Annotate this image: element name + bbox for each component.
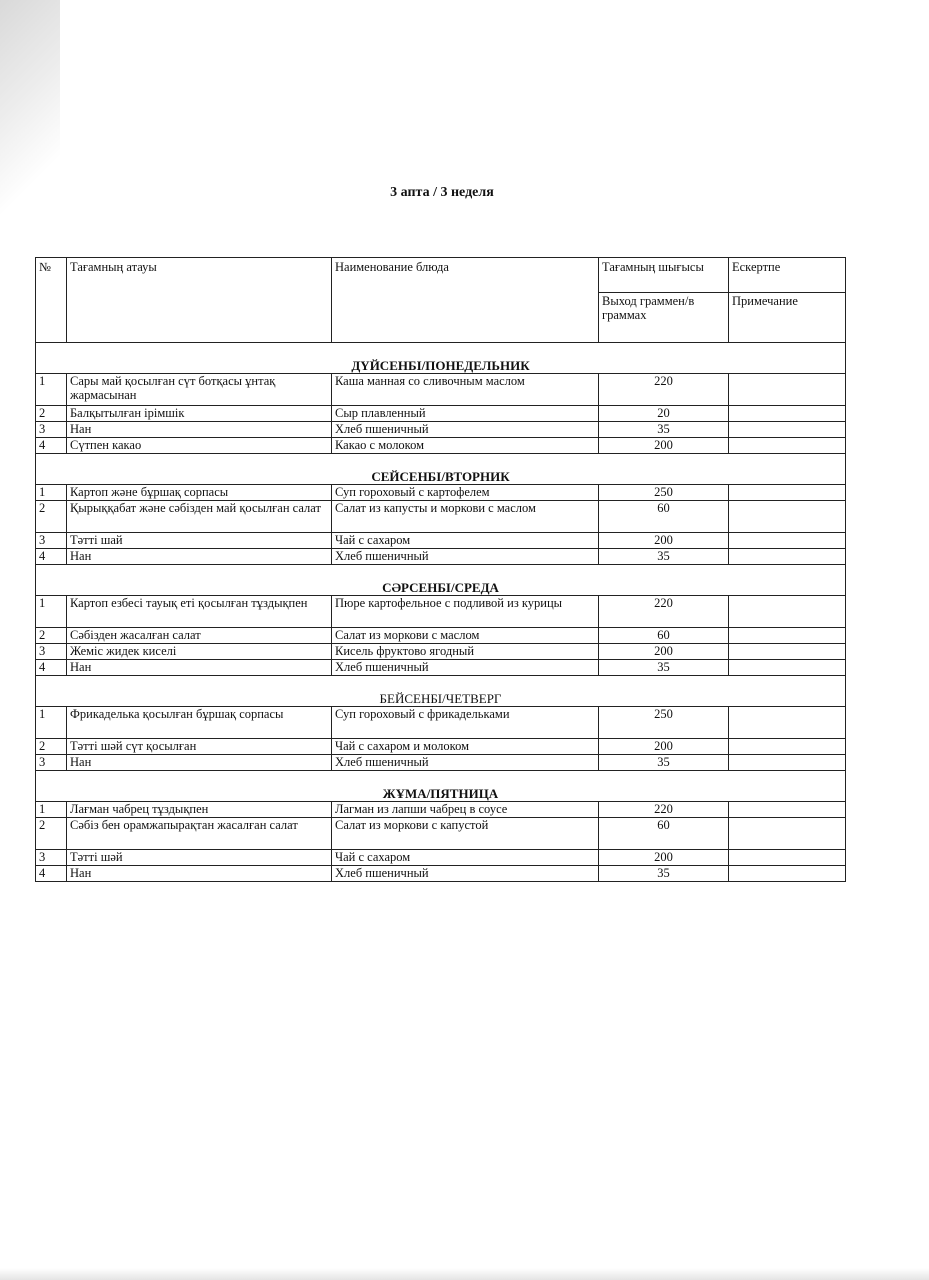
dish-name-kz: Нан: [67, 422, 332, 438]
menu-body: [36, 343, 846, 882]
dish-yield: 35: [599, 755, 729, 771]
dish-row: [36, 660, 846, 676]
dish-name-ru: Хлеб пшеничный: [332, 549, 599, 565]
dish-number: 4: [36, 549, 67, 565]
dish-name-ru: Каша манная со сливочным маслом: [332, 374, 599, 406]
dish-note: [729, 707, 846, 739]
day-label: БЕЙСЕНБІ/ЧЕТВЕРГ: [36, 676, 846, 707]
dish-note: [729, 374, 846, 406]
dish-name-kz: Сүтпен какао: [67, 438, 332, 454]
dish-number: 1: [36, 374, 67, 406]
dish-name-kz: Жеміс жидек киселі: [67, 644, 332, 660]
header-yield-kz: Тағамның шығысы: [599, 258, 729, 293]
scan-shadow-bottom: [0, 1268, 929, 1280]
dish-yield: 35: [599, 422, 729, 438]
dish-name-kz: Балқытылған ірімшік: [67, 406, 332, 422]
dish-yield: 200: [599, 438, 729, 454]
dish-note: [729, 549, 846, 565]
dish-name-kz: Қырыққабат және сәбізден май қосылған салат: [67, 501, 332, 533]
day-header-row: [36, 676, 846, 707]
dish-name-ru: Кисель фруктово ягодный: [332, 644, 599, 660]
dish-name-kz: Тәтті шәй сүт қосылған: [67, 739, 332, 755]
day-header-row: [36, 454, 846, 485]
day-label: ДҮЙСЕНБІ/ПОНЕДЕЛЬНИК: [36, 343, 846, 374]
dish-name-ru: Чай с сахаром и молоком: [332, 739, 599, 755]
dish-yield: 220: [599, 802, 729, 818]
dish-row: [36, 438, 846, 454]
dish-yield: 35: [599, 660, 729, 676]
day-header-row: [36, 565, 846, 596]
dish-row: [36, 485, 846, 501]
dish-number: 2: [36, 818, 67, 850]
dish-row: [36, 644, 846, 660]
dish-name-kz: Нан: [67, 755, 332, 771]
dish-note: [729, 802, 846, 818]
dish-number: 4: [36, 660, 67, 676]
header-yield-ru: Выход граммен/в граммах: [599, 293, 729, 343]
dish-yield: 60: [599, 818, 729, 850]
dish-row: [36, 802, 846, 818]
dish-name-ru: Салат из моркови с капустой: [332, 818, 599, 850]
header-note-ru: Примечание: [729, 293, 846, 343]
dish-name-ru: Хлеб пшеничный: [332, 660, 599, 676]
dish-number: 3: [36, 533, 67, 549]
dish-name-kz: Сәбіз бен орамжапырақтан жасалған салат: [67, 818, 332, 850]
dish-yield: 250: [599, 485, 729, 501]
dish-name-kz: Тәтті шәй: [67, 850, 332, 866]
dish-note: [729, 422, 846, 438]
dish-note: [729, 406, 846, 422]
dish-yield: 200: [599, 739, 729, 755]
dish-yield: 200: [599, 850, 729, 866]
dish-name-ru: Чай с сахаром: [332, 850, 599, 866]
dish-number: 2: [36, 739, 67, 755]
dish-number: 2: [36, 628, 67, 644]
dish-name-kz: Картоп езбесі тауық еті қосылған тұздықпен: [67, 596, 332, 628]
dish-note: [729, 644, 846, 660]
dish-row: [36, 818, 846, 850]
menu-table: [35, 257, 846, 882]
dish-note: [729, 739, 846, 755]
dish-yield: 200: [599, 644, 729, 660]
dish-yield: 200: [599, 533, 729, 549]
dish-row: [36, 850, 846, 866]
dish-name-ru: Какао с молоком: [332, 438, 599, 454]
dish-row: [36, 739, 846, 755]
dish-note: [729, 866, 846, 882]
dish-name-kz: Сәбізден жасалған салат: [67, 628, 332, 644]
dish-row: [36, 707, 846, 739]
dish-number: 3: [36, 755, 67, 771]
dish-note: [729, 533, 846, 549]
dish-name-kz: Лағман чабрец тұздықпен: [67, 802, 332, 818]
dish-yield: 20: [599, 406, 729, 422]
dish-name-kz: Нан: [67, 549, 332, 565]
header-name-kz: Тағамның атауы: [67, 258, 332, 343]
dish-name-ru: Хлеб пшеничный: [332, 866, 599, 882]
dish-row: [36, 406, 846, 422]
dish-name-ru: Суп гороховый с фрикадельками: [332, 707, 599, 739]
day-label: ЖҰМА/ПЯТНИЦА: [36, 771, 846, 802]
header-name-ru: Наименование блюда: [332, 258, 599, 343]
dish-name-ru: Пюре картофельное с подливой из курицы: [332, 596, 599, 628]
dish-name-ru: Суп гороховый с картофелем: [332, 485, 599, 501]
dish-note: [729, 596, 846, 628]
dish-number: 3: [36, 850, 67, 866]
dish-name-kz: Сары май қосылған сүт ботқасы ұнтақ жармасынан: [67, 374, 332, 406]
dish-yield: 60: [599, 501, 729, 533]
dish-number: 4: [36, 866, 67, 882]
dish-yield: 35: [599, 866, 729, 882]
dish-name-ru: Сыр плавленный: [332, 406, 599, 422]
dish-number: 1: [36, 596, 67, 628]
dish-name-ru: Чай с сахаром: [332, 533, 599, 549]
dish-number: 1: [36, 707, 67, 739]
day-header-row: [36, 771, 846, 802]
dish-name-kz: Нан: [67, 866, 332, 882]
dish-number: 1: [36, 802, 67, 818]
dish-note: [729, 438, 846, 454]
dish-number: 3: [36, 422, 67, 438]
dish-row: [36, 533, 846, 549]
dish-yield: 250: [599, 707, 729, 739]
dish-row: [36, 501, 846, 533]
dish-number: 3: [36, 644, 67, 660]
dish-row: [36, 866, 846, 882]
header-row-1: [36, 258, 846, 293]
dish-name-kz: Фрикаделька қосылған бұршақ сорпасы: [67, 707, 332, 739]
dish-name-ru: Салат из моркови с маслом: [332, 628, 599, 644]
dish-yield: 35: [599, 549, 729, 565]
dish-yield: 60: [599, 628, 729, 644]
dish-number: 4: [36, 438, 67, 454]
dish-name-ru: Лагман из лапши чабрец в соусе: [332, 802, 599, 818]
dish-row: [36, 596, 846, 628]
dish-name-ru: Салат из капусты и моркови с маслом: [332, 501, 599, 533]
dish-note: [729, 850, 846, 866]
dish-note: [729, 485, 846, 501]
dish-note: [729, 818, 846, 850]
dish-name-kz: Тәтті шай: [67, 533, 332, 549]
dish-row: [36, 755, 846, 771]
page-title: 3 апта / 3 неделя: [390, 185, 494, 200]
dish-row: [36, 374, 846, 406]
dish-name-kz: Картоп және бұршақ сорпасы: [67, 485, 332, 501]
dish-row: [36, 628, 846, 644]
dish-name-kz: Нан: [67, 660, 332, 676]
dish-yield: 220: [599, 596, 729, 628]
dish-note: [729, 660, 846, 676]
header-note-kz: Ескертпе: [729, 258, 846, 293]
dish-name-ru: Хлеб пшеничный: [332, 422, 599, 438]
dish-name-ru: Хлеб пшеничный: [332, 755, 599, 771]
dish-note: [729, 755, 846, 771]
dish-row: [36, 422, 846, 438]
dish-number: 1: [36, 485, 67, 501]
dish-number: 2: [36, 501, 67, 533]
day-label: СӘРСЕНБІ/СРЕДА: [36, 565, 846, 596]
dish-note: [729, 501, 846, 533]
dish-row: [36, 549, 846, 565]
day-header-row: [36, 343, 846, 374]
header-num: №: [36, 258, 67, 343]
dish-note: [729, 628, 846, 644]
day-label: СЕЙСЕНБІ/ВТОРНИК: [36, 454, 846, 485]
dish-number: 2: [36, 406, 67, 422]
dish-yield: 220: [599, 374, 729, 406]
